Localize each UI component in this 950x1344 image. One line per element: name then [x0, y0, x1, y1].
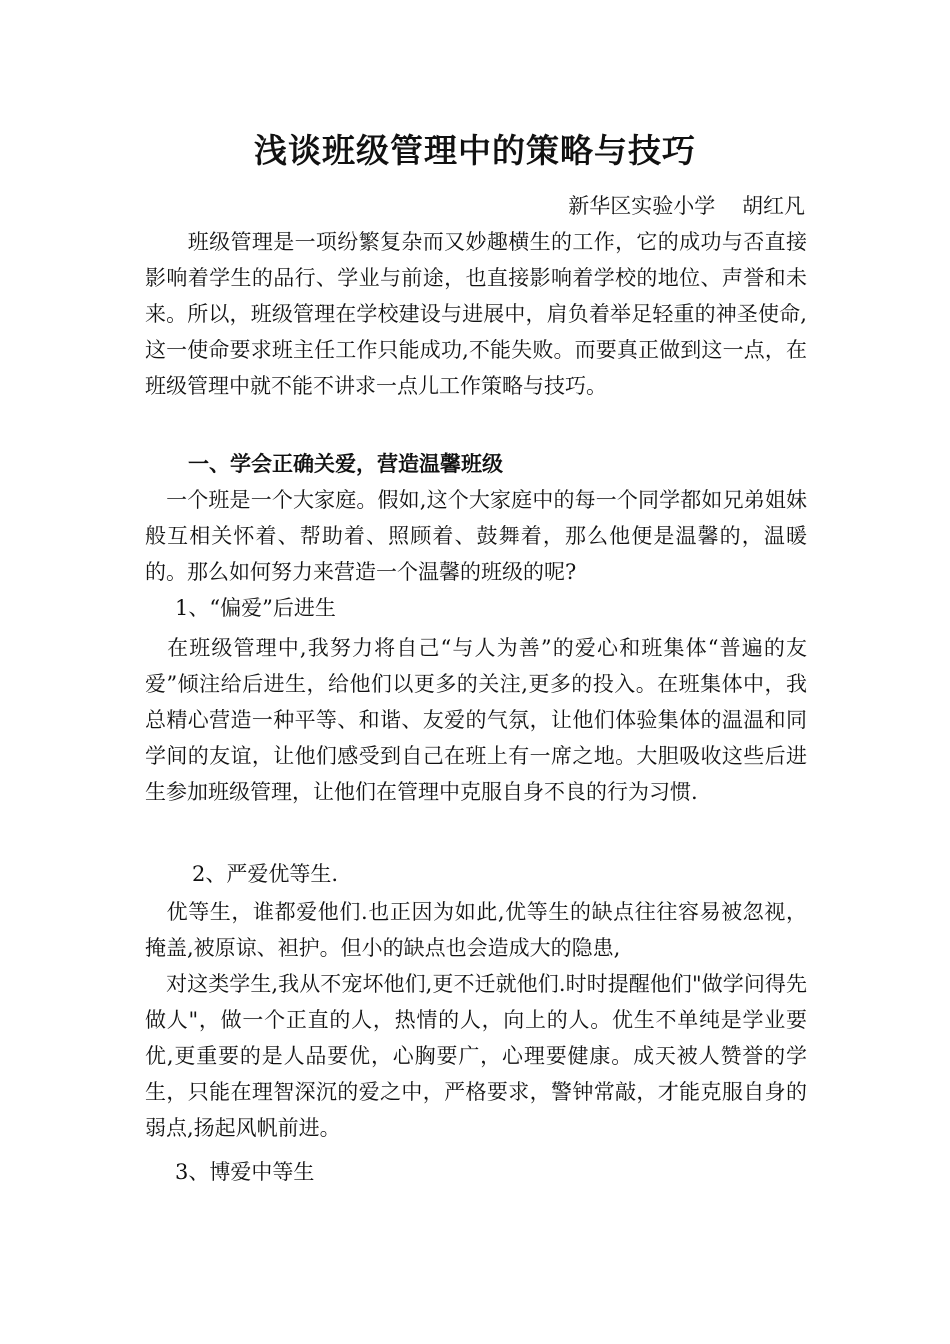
sub1-paragraph: 在班级管理中,我努力将自己“与人为善”的爱心和班集体“普遍的友爱”倾注给后进生，给他们以更多的关注,更多的投入。在班集体中，我总精心营造一种平等、和谐、友爱的气氛，让他们体验集体的温温和同学间的友谊，让他们感受到自己在班上有一席之地。大胆吸收这些后进生参加班级管理，让他们在管理中克服自身不良的行为习惯.	[145, 636, 807, 804]
subheading-1: 1、“偏爱”后进生	[175, 596, 336, 620]
sub2-paragraph-b: 对这类学生,我从不宠坏他们,更不迁就他们.时时提醒他们"做学问得先做人"，做一个正直的人，热情的人，向上的人。优生不单纯是学业要优,更重要的是人品要优，心胸要广，心理要健康。成天被人赞誉的学生，只能在理智深沉的爱之中，严格要求，警钟常敲，才能克服自身的弱点,扬起风帆前进。	[145, 972, 807, 1140]
document-title: 浅谈班级管理中的策略与技巧	[254, 131, 696, 170]
section1-paragraph: 一个班是一个大家庭。假如,这个大家庭中的每一个同学都如兄弟姐妹般互相关怀着、帮助着、照顾着、鼓舞着，那么他便是温馨的，温暖的。那么如何努力来营造一个温馨的班级的呢?	[145, 488, 807, 584]
subheading-2: 2、严爱优等生.	[192, 862, 339, 886]
author-line: 新华区实验小学 胡红凡	[568, 194, 805, 218]
section-heading-1: 一、学会正确关爱，营造温馨班级	[188, 452, 503, 476]
sub2-paragraph-a: 优等生，谁都爱他们.也正因为如此,优等生的缺点往往容易被忽视，掩盖,被原谅、袒护。但小的缺点也会造成大的隐患,	[145, 900, 807, 960]
subheading-3: 3、博爱中等生	[175, 1160, 315, 1184]
intro-paragraph: 班级管理是一项纷繁复杂而又妙趣横生的工作，它的成功与否直接影响着学生的品行、学业与前途，也直接影响着学校的地位、声誉和未来。所以，班级管理在学校建设与进展中，肩负着举足轻重的神圣使命,这一使命要求班主任工作只能成功,不能失败。而要真正做到这一点，在班级管理中就不能不讲求一点儿工作策略与技巧。	[145, 230, 807, 398]
